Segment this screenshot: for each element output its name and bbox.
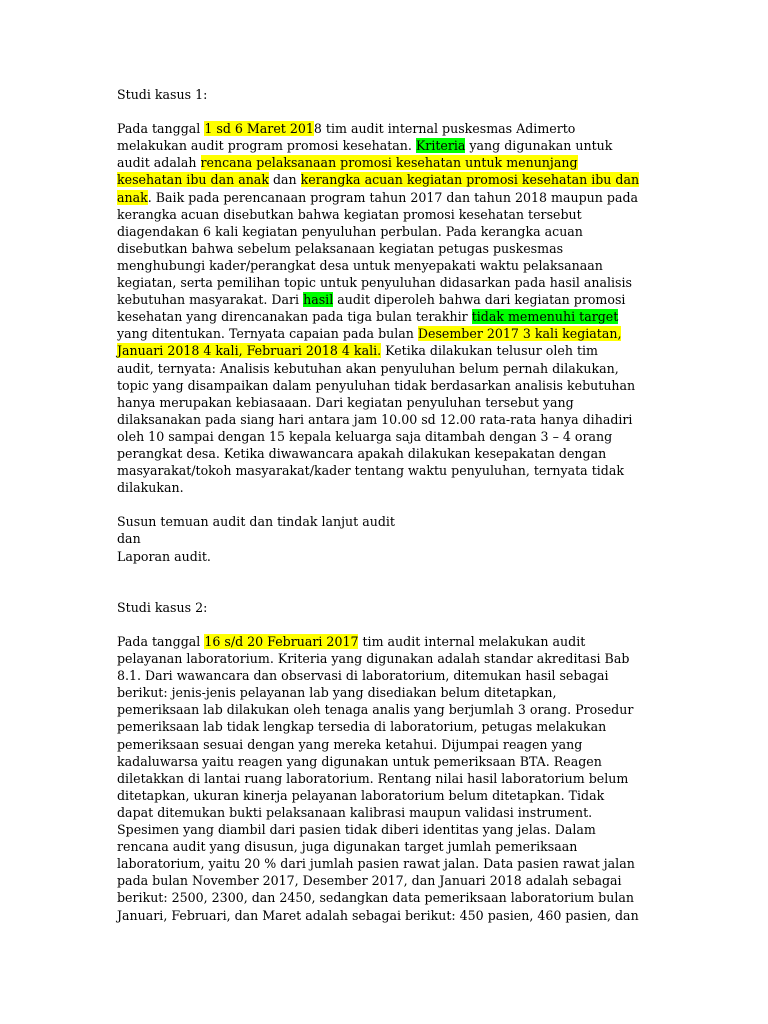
text-segment: Pada tanggal: [117, 634, 205, 649]
text-line: [117, 342, 657, 359]
text-segment: tim audit internal melakukan audit: [358, 634, 586, 649]
text-line: [117, 394, 657, 411]
text-line: [117, 479, 657, 496]
text-line: [117, 907, 657, 924]
text-segment: diagendakan 6 kali kegiatan penyuluhan perbulan. Pada kerangka acuan: [117, 223, 583, 239]
text-segment: Januari, Februari, dan Maret adalah sebagai berikut: 450 pasien, 460 pasien, dan: [117, 907, 639, 923]
text-line: [117, 411, 657, 428]
case-1-task-line: Laporan audit.: [117, 548, 211, 564]
document-page: [117, 86, 657, 924]
text-line: [117, 360, 657, 377]
text-segment: ditetapkan, ukuran kinerja pelayanan laboratorium belum ditetapkan. Tidak: [117, 787, 605, 803]
green-highlight: tidak memenuhi target: [471, 309, 619, 325]
text-segment: berikut: jenis-jenis pelayanan lab yang disediakan belum ditetapkan,: [117, 685, 557, 701]
blank-line: [117, 582, 657, 599]
text-line: [117, 189, 657, 206]
text-line: [117, 120, 657, 137]
text-segment: 8.1. Dari wawancara dan observasi di laboratorium, ditemukan hasil sebagai: [117, 668, 609, 684]
text-segment: dapat ditemukan bukti pelaksanaan kalibrasi maupun validasi instrument.: [117, 804, 593, 820]
text-line: [117, 872, 657, 889]
text-line: [117, 274, 657, 291]
text-segment: kerangka acuan disebutkan bahwa kegiatan promosi kesehatan tersebut: [117, 206, 582, 222]
text-segment: masyarakat/tokoh masyarakat/kader tentang waktu penyuluhan, ternyata tidak: [117, 463, 624, 479]
text-line: [117, 223, 657, 240]
case-1-task-line: dan: [117, 531, 141, 547]
text-line: [117, 308, 657, 325]
text-segment: audit, ternyata: Analisis kebutuhan akan penyuluhan belum pernah dilakukan,: [117, 360, 619, 376]
text-line: [117, 684, 657, 701]
text-line: [117, 154, 657, 171]
text-line: [117, 667, 657, 684]
text-segment: diletakkan di lantai ruang laboratorium. Rentang nilai hasil laboratorium belum: [117, 770, 629, 786]
text-line: [117, 240, 657, 257]
text-segment: rencana audit yang disusun, juga digunakan target jumlah pemeriksaan: [117, 839, 578, 855]
case-1-paragraph: [117, 120, 657, 496]
yellow-highlight: 1 sd 6 Maret 201: [204, 121, 314, 137]
text-segment: hanya merupakan kebiasaaan. Dari kegiatan penyuluhan tersebut yang: [117, 394, 574, 410]
text-segment: pada bulan November 2017, Desember 2017, dan Januari 2018 adalah sebagai: [117, 873, 622, 889]
text-line: [117, 650, 657, 667]
text-segment: pemeriksaan lab dilakukan oleh tenaga analis yang berjumlah 3 orang. Prosedur: [117, 702, 634, 718]
text-segment: kegiatan, serta pemilihan topic untuk penyuluhan didasarkan pada hasil analisis: [117, 275, 633, 291]
yellow-highlight: kerangka acuan kegiatan promosi kesehatan ibu dan: [300, 172, 640, 188]
text-line: [117, 787, 657, 804]
text-line: [117, 445, 657, 462]
text-segment: pemeriksaan sesuai dengan yang mereka ketahui. Dijumpai reagen yang: [117, 736, 583, 752]
yellow-highlight: kesehatan ibu dan anak: [117, 172, 269, 188]
text-line: [117, 718, 657, 735]
blank-line: [117, 565, 657, 582]
text-segment: pelayanan laboratorium. Kriteria yang digunakan adalah standar akreditasi Bab: [117, 651, 630, 667]
text-line: [117, 838, 657, 855]
text-line: [117, 137, 657, 154]
text-segment: Pada tanggal: [117, 121, 205, 137]
text-line: [117, 633, 657, 650]
text-segment: disebutkan bahwa sebelum pelaksanaan kegiatan petugas puskesmas: [117, 240, 564, 256]
text-line: [117, 257, 657, 274]
text-segment: Ketika dilakukan telusur oleh tim: [381, 343, 598, 359]
text-segment: . Baik pada perencanaan program tahun 2017 dan tahun 2018 maupun pada: [147, 189, 639, 205]
text-segment: dan: [268, 172, 301, 188]
yellow-highlight: rencana pelaksanaan promosi kesehatan untuk menunjang: [200, 155, 578, 171]
text-line: [117, 701, 657, 718]
case-1-heading: Studi kasus 1:: [117, 87, 208, 102]
blank-line: [117, 616, 657, 633]
text-line: [117, 462, 657, 479]
text-segment: oleh 10 sampai dengan 15 kepala keluarga saja ditambah dengan 3 – 4 orang: [117, 428, 613, 444]
text-line: [117, 821, 657, 838]
text-line: [117, 206, 657, 223]
text-segment: yang ditentukan. Ternyata capaian pada bulan: [117, 326, 418, 342]
text-line: [117, 753, 657, 770]
green-highlight: hasil: [303, 292, 334, 308]
text-line: [117, 804, 657, 821]
text-segment: kadaluwarsa yaitu reagen yang digunakan untuk pemeriksaan BTA. Reagen: [117, 753, 602, 769]
text-segment: dilaksanakan pada siang hari antara jam 10.00 sd 12.00 rata-rata hanya dihadiri: [117, 411, 633, 427]
text-segment: berikut: 2500, 2300, dan 2450, sedangkan data pemeriksaan laboratorium bulan: [117, 890, 634, 906]
text-line: [117, 325, 657, 342]
text-line: [117, 171, 657, 188]
yellow-highlight: Januari 2018 4 kali, Februari 2018 4 kali.: [117, 343, 382, 359]
text-segment: audit diperoleh bahwa dari kegiatan promosi: [333, 292, 626, 308]
text-segment: kesehatan yang direncanakan pada tiga bulan terakhir: [117, 309, 472, 325]
case-1-task-line: Susun temuan audit dan tindak lanjut audit: [117, 514, 395, 530]
text-segment: menghubungi kader/perangkat desa untuk menyepakati waktu pelaksanaan: [117, 257, 603, 273]
yellow-highlight: Desember 2017 3 kali kegiatan,: [417, 326, 622, 342]
text-line: [117, 377, 657, 394]
blank-line: [117, 496, 657, 513]
text-segment: audit adalah: [117, 155, 201, 171]
text-segment: dilakukan.: [117, 480, 184, 496]
text-segment: topic yang disampaikan dalam penyuluhan tidak berdasarkan analisis kebutuhan: [117, 377, 636, 393]
text-segment: melakukan audit program promosi kesehatan.: [117, 138, 416, 154]
blank-line: [117, 103, 657, 120]
text-segment: perangkat desa. Ketika diwawancara apakah dilakukan kesepakatan dengan: [117, 445, 607, 461]
case-2-paragraph: [117, 633, 657, 924]
yellow-highlight: anak: [117, 189, 148, 205]
green-highlight: Kriteria: [415, 138, 466, 154]
text-segment: kebutuhan masyarakat. Dari: [117, 292, 304, 308]
text-line: [117, 736, 657, 753]
text-line: [117, 889, 657, 906]
yellow-highlight: 16 s/d 20 Februari 2017: [204, 634, 359, 649]
case-2-heading: Studi kasus 2:: [117, 599, 208, 615]
text-segment: pemeriksaan lab tidak lengkap tersedia di laboratorium, petugas melakukan: [117, 719, 607, 735]
text-line: [117, 291, 657, 308]
text-line: [117, 770, 657, 787]
text-line: [117, 428, 657, 445]
text-segment: laboratorium, yaitu 20 % dari jumlah pasien rawat jalan. Data pasien rawat jalan: [117, 856, 635, 872]
text-line: [117, 855, 657, 872]
text-segment: yang digunakan untuk: [465, 138, 613, 154]
text-segment: Spesimen yang diambil dari pasien tidak diberi identitas yang jelas. Dalam: [117, 822, 596, 838]
text-segment: 8 tim audit internal puskesmas Adimerto: [313, 121, 576, 137]
